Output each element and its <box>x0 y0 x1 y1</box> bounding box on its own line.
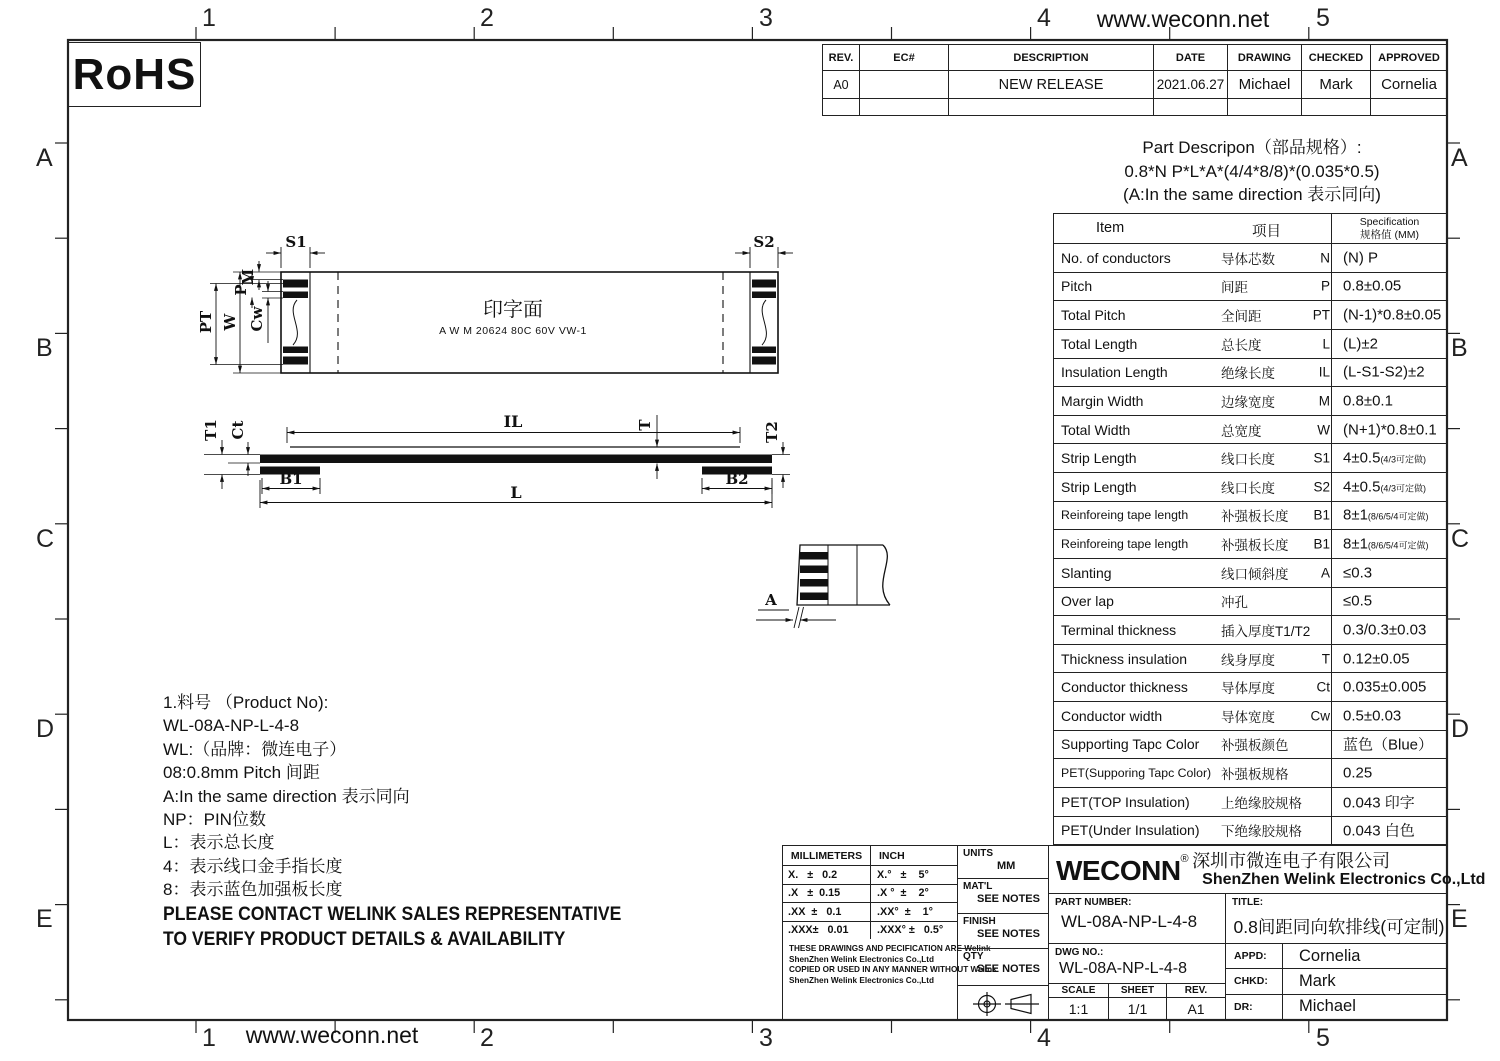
spec-row <box>1054 416 1446 445</box>
border-row-letter-left: E <box>36 905 53 933</box>
note-line: WL:（品牌：微连电子） <box>163 739 347 759</box>
spec-header-spec-line2: 规格值 (MM) <box>1360 228 1419 241</box>
tolerance-mm: .X ± 0.15 <box>783 885 871 903</box>
spec-value <box>1343 392 1393 409</box>
units-cell <box>958 846 1048 879</box>
spec-value <box>1343 820 1415 841</box>
rev-cell-rev: A0 <box>823 71 860 99</box>
spec-item-cn: 补强板规格 <box>1221 767 1289 783</box>
dwg-no-value: WL-08A-NP-L-4-8 <box>1059 960 1188 977</box>
spec-value <box>1343 593 1372 610</box>
spec-item: Supporting Tapc Color <box>1061 736 1200 753</box>
border-row-letter-right: C <box>1451 525 1470 553</box>
spec-item: PET(Under Insulation) <box>1061 822 1200 839</box>
appd-label: APPD: <box>1226 944 1283 968</box>
spec-value <box>1343 450 1426 467</box>
spec-row <box>1054 817 1446 845</box>
spec-value-main: 0.12±0.05 <box>1343 650 1410 668</box>
rev-header-date: DATE <box>1154 45 1228 71</box>
side-view-drawing <box>202 412 790 508</box>
website-top: www.weconn.net <box>1096 6 1270 32</box>
dim-l-label: L <box>510 483 522 502</box>
part-description-line1: Part Descripon（部品规格）: <box>1142 138 1362 157</box>
spec-item: Strip Length <box>1061 478 1137 495</box>
spec-symbol: L <box>1322 336 1330 352</box>
spec-row <box>1054 359 1446 388</box>
note-line: NP：PIN位数 <box>163 810 266 830</box>
spec-symbol: T <box>1321 651 1330 667</box>
note-footer-line: TO VERIFY PRODUCT DETAILS & AVAILABILITY <box>163 928 566 951</box>
rohs-badge: RoHS <box>68 42 201 107</box>
border-row-letter-right: A <box>1451 144 1468 172</box>
spec-value-main: ≤0.5 <box>1343 592 1373 610</box>
spec-value <box>1343 364 1425 381</box>
rev-label: REV. <box>1167 984 1225 998</box>
print-face-text: 印字面 <box>483 299 543 321</box>
dim-m-label: M <box>239 268 257 286</box>
spec-item: Total Pitch <box>1061 307 1126 324</box>
spec-item-cn: 线口长度 <box>1221 452 1275 468</box>
dr-value: Michael <box>1299 997 1356 1016</box>
border-row-letter-left: D <box>36 715 55 743</box>
spec-value-note: (4/3可定做) <box>1380 454 1426 465</box>
spec-row <box>1054 473 1446 502</box>
tolerance-row <box>783 903 957 922</box>
sheet-value: 1/1 <box>1109 998 1167 1019</box>
third-angle-projection-icon <box>965 989 1047 1019</box>
spec-value <box>1343 335 1378 352</box>
part-description <box>1056 136 1448 207</box>
spec-item: Conductor thickness <box>1061 679 1188 696</box>
spec-item-cn: 补强板长度 <box>1221 538 1289 554</box>
spec-row <box>1054 502 1446 531</box>
note-line: L：表示总长度 <box>163 833 275 853</box>
spec-value-main: 0.25 <box>1343 764 1373 782</box>
sheet-label: SHEET <box>1109 984 1167 998</box>
spec-item: Slanting <box>1061 564 1112 581</box>
spec-header-spec-line1: Specification <box>1359 216 1420 228</box>
spec-item: No. of conductors <box>1061 249 1171 266</box>
scale-value: 1:1 <box>1049 998 1109 1019</box>
spec-value <box>1343 536 1428 553</box>
rev-header-drawing: DRAWING <box>1228 45 1302 71</box>
spec-value-main: 4±0.5 <box>1343 449 1381 467</box>
spec-item-cn: 补强板颜色 <box>1221 738 1289 754</box>
spec-symbol: PT <box>1312 307 1330 323</box>
company-block <box>1049 846 1486 1019</box>
spec-table-divider <box>1331 214 1332 844</box>
dwg-no-cell <box>1049 944 1225 984</box>
spec-row <box>1054 673 1446 702</box>
dim-t2-label: T2 <box>763 421 781 443</box>
spec-row <box>1054 559 1446 588</box>
spec-item-cn: 补强板长度 <box>1221 509 1289 525</box>
spec-item: Margin Width <box>1061 392 1144 409</box>
spec-value <box>1343 478 1426 495</box>
spec-item: Insulation Length <box>1061 364 1168 381</box>
finish-label: FINISH <box>963 916 996 927</box>
dim-t1-label: T1 <box>202 419 220 441</box>
spec-value <box>1343 734 1433 755</box>
tolerance-inch: X.° ± 5° <box>877 868 929 881</box>
spec-value <box>1343 791 1415 812</box>
spec-value <box>1343 278 1401 295</box>
finish-value: SEE NOTES <box>977 928 1040 940</box>
scale-label: SCALE <box>1049 984 1109 998</box>
title-label: TITLE: <box>1232 897 1264 908</box>
spec-item: Thickness insulation <box>1061 650 1188 667</box>
spec-row <box>1054 444 1446 473</box>
spec-symbol: S2 <box>1313 479 1330 495</box>
dim-ct-label: Ct <box>229 420 247 440</box>
disclaimer-line: THESE DRAWINGS AND PECIFICATION ARE Welink <box>789 944 991 953</box>
spec-value-main: 8±1 <box>1343 535 1368 553</box>
spec-value <box>1343 421 1437 438</box>
spec-item: Reinforeing tape length <box>1061 537 1189 552</box>
spec-item-cn: 线口长度 <box>1221 480 1275 496</box>
rev-empty-cell <box>1228 99 1302 115</box>
rev-cell-approved: Cornelia <box>1371 71 1447 99</box>
spec-value-note: (8/6/5/4可定做) <box>1367 511 1429 522</box>
spec-header-spec <box>1333 216 1446 241</box>
tolerance-table <box>783 846 958 939</box>
spec-item-cn: 全间距 <box>1221 309 1262 325</box>
spec-row <box>1054 731 1446 760</box>
border-row-letter-right: B <box>1451 334 1468 362</box>
spec-value <box>1343 650 1410 667</box>
spec-symbol: IL <box>1318 364 1330 380</box>
border-column-number-bottom: 5 <box>1316 1024 1330 1052</box>
note-line: 4：表示线口金手指长度 <box>163 856 343 876</box>
company-logo-text: WECONN <box>1056 854 1181 886</box>
spec-row <box>1054 788 1446 817</box>
spec-symbol: N <box>1320 250 1330 266</box>
company-header <box>1049 846 1486 894</box>
border-column-number-top: 2 <box>480 4 494 32</box>
cable-marking-text: A W M 20624 80C 60V VW-1 <box>439 325 587 337</box>
tolerance-inch: .XXX° ± 0.5° <box>877 924 944 937</box>
part-description-line2: 0.8*N P*L*A*(4/4*8/8)*(0.035*0.5) <box>1124 161 1380 181</box>
dim-b1-label: B1 <box>279 470 303 488</box>
part-number-cell <box>1049 894 1226 943</box>
spec-item: Total Width <box>1061 421 1131 438</box>
projection-symbol-cell <box>958 986 1048 1019</box>
border-column-number-bottom: 2 <box>480 1024 494 1052</box>
spec-item-cn: 边缘宽度 <box>1221 394 1275 410</box>
note-line: 08:0.8mm Pitch 间距 <box>163 763 320 783</box>
border-column-number-bottom: 4 <box>1037 1024 1051 1052</box>
spec-value-main: (N-1)*0.8±0.05 <box>1343 306 1442 324</box>
spec-row <box>1054 616 1446 645</box>
dim-s2-label: S2 <box>753 233 775 251</box>
spec-row <box>1054 759 1446 788</box>
tolerance-inch: .X ° ± 2° <box>877 887 929 900</box>
spec-symbol: S1 <box>1313 450 1330 466</box>
note-line: A:In the same direction 表示同向 <box>163 786 410 806</box>
revision-table <box>822 44 1448 116</box>
rev-header-description: DESCRIPTION <box>949 45 1154 71</box>
qty-label: QTY <box>963 951 984 962</box>
matl-cell <box>958 879 1048 914</box>
dwg-no-label: DWG NO.: <box>1055 947 1104 958</box>
disclaimer-line: COPIED OR USED IN ANY MANNER WITHOUT Welink <box>789 965 997 974</box>
units-label: UNITS <box>963 848 993 859</box>
qty-cell <box>958 949 1048 986</box>
spec-row <box>1054 330 1446 359</box>
spec-row <box>1054 588 1446 617</box>
spec-item: Reinforeing tape length <box>1061 508 1189 523</box>
spec-symbol: W <box>1317 422 1330 438</box>
spec-row <box>1054 244 1446 273</box>
spec-row <box>1054 273 1446 302</box>
border-column-number-top: 4 <box>1037 4 1051 32</box>
spec-row <box>1054 530 1446 559</box>
tolerance-row <box>783 866 957 885</box>
border-column-number-top: 3 <box>759 4 773 32</box>
spec-value-main: (L-S1-S2)±2 <box>1343 363 1425 381</box>
spec-row <box>1054 645 1446 674</box>
detail-view-dimensions <box>756 607 836 628</box>
disclaimer-line: ShenZhen Welink Electronics Co.,Ltd <box>789 975 934 985</box>
title-value: 0.8间距同向软排线(可定制) <box>1233 917 1445 937</box>
rev-empty-cell <box>1154 99 1228 115</box>
note-line: 8：表示蓝色加强板长度 <box>163 880 343 900</box>
spec-row <box>1054 702 1446 731</box>
tolerance-mm: X. ± 0.2 <box>783 866 871 884</box>
top-view-drawing <box>197 233 793 373</box>
company-name-en: ShenZhen Welink Electronics Co.,Ltd <box>1202 870 1486 888</box>
spec-table-rows <box>1054 244 1446 844</box>
finish-cell <box>958 914 1048 949</box>
conductor-bars <box>283 280 776 365</box>
qty-value: SEE NOTES <box>977 963 1040 975</box>
spec-header-cn: 项目 <box>1252 224 1281 240</box>
border-column-number-bottom: 3 <box>759 1024 773 1052</box>
spec-value-main: 0.3/0.3±0.03 <box>1343 621 1427 639</box>
spec-symbol: P <box>1320 278 1330 294</box>
tolerance-header-mm: MILLIMETERS <box>783 846 871 865</box>
spec-value <box>1343 307 1441 324</box>
product-notes <box>163 691 622 953</box>
units-value: MM <box>997 860 1016 872</box>
spec-symbol: Cw <box>1310 708 1330 724</box>
part-description-line3: (A:In the same direction 表示同向) <box>1123 185 1381 204</box>
spec-item-cn: 下绝缘胶规格 <box>1221 824 1302 840</box>
tolerance-row <box>783 885 957 904</box>
spec-value <box>1343 507 1428 524</box>
spec-value-main: 0.043 印字 <box>1343 794 1415 812</box>
spec-value <box>1343 707 1401 724</box>
tolerance-mm: .XX ± 0.1 <box>783 903 871 921</box>
spec-item: Over lap <box>1061 593 1114 610</box>
rev-cell-checked: Mark <box>1302 71 1371 99</box>
spec-value-main: (N+1)*0.8±0.1 <box>1343 421 1437 439</box>
part-number-value: WL-08A-NP-L-4-8 <box>1061 912 1198 931</box>
spec-row <box>1054 301 1446 330</box>
rev-header-checked: CHECKED <box>1302 45 1371 71</box>
dim-a-label: A <box>765 591 777 609</box>
spec-symbol: Ct <box>1316 679 1330 695</box>
border-row-letter-left: A <box>36 144 53 172</box>
rev-empty-cell <box>1302 99 1371 115</box>
spec-value-main: 0.8±0.1 <box>1343 392 1393 410</box>
spec-item-cn: 导体宽度 <box>1221 709 1275 725</box>
spec-value <box>1343 621 1426 638</box>
rev-header-rev: REV. <box>823 45 860 71</box>
rev-empty-cell <box>1371 99 1447 115</box>
dim-il-label: IL <box>503 412 523 431</box>
title-cell <box>1226 894 1446 943</box>
spec-value-main: (L)±2 <box>1343 335 1378 353</box>
spec-value-main: 0.8±0.05 <box>1343 277 1402 295</box>
spec-value <box>1343 679 1426 696</box>
spec-item-cn: 上绝缘胶规格 <box>1221 795 1302 811</box>
note-line: WL-08A-NP-L-4-8 <box>163 716 300 736</box>
rev-empty-cell <box>949 99 1154 115</box>
spec-value-main: 蓝色（Blue） <box>1343 736 1434 754</box>
title-block <box>782 845 1486 1020</box>
spec-item-cn: 总长度 <box>1221 337 1262 353</box>
spec-item-cn: 冲孔 <box>1221 595 1248 611</box>
dim-s1-label: S1 <box>285 233 307 251</box>
dim-w-label: W <box>221 313 239 331</box>
spec-value-main: 4±0.5 <box>1343 478 1381 496</box>
tolerance-rows <box>783 866 957 939</box>
rev-cell-ec <box>860 71 949 99</box>
rev-empty-cell <box>823 99 860 115</box>
spec-value <box>1343 765 1372 782</box>
spec-item: Strip Length <box>1061 450 1137 467</box>
spec-item: Pitch <box>1061 278 1093 295</box>
rev-cell-drawing: Michael <box>1228 71 1302 99</box>
border-row-letter-left: C <box>36 525 55 553</box>
spec-item-cn: 插入厚度T1/T2 <box>1221 623 1311 639</box>
spec-item-cn: 绝缘长度 <box>1221 366 1275 382</box>
spec-value-main: (N) P <box>1343 249 1378 267</box>
rev-value: A1 <box>1187 1000 1205 1017</box>
tolerance-mm: .XXX± 0.01 <box>783 922 871 940</box>
spec-value-main: 8±1 <box>1343 506 1368 524</box>
part-number-label: PART NUMBER: <box>1055 897 1132 908</box>
registered-mark: ® <box>1180 852 1189 865</box>
dim-cw-label: Cw <box>248 306 266 332</box>
spec-value-main: 0.5±0.03 <box>1343 707 1402 725</box>
spec-item-cn: 间距 <box>1221 280 1248 296</box>
dr-label: DR: <box>1226 995 1283 1019</box>
dim-p-label: P <box>232 284 250 296</box>
chkd-label: CHKD: <box>1226 969 1283 993</box>
scale-sheet-rev <box>1049 984 1225 1019</box>
note-line: 1.料号 （Product No): <box>163 693 329 712</box>
title-block-middle-column <box>958 846 1049 1021</box>
appd-value: Cornelia <box>1299 946 1361 965</box>
rev-header-ec: EC# <box>860 45 949 71</box>
rev-empty-cell <box>860 99 949 115</box>
company-name-cn: 深圳市微连电子有限公司 <box>1192 850 1391 871</box>
spec-item: Conductor width <box>1061 707 1163 724</box>
note-footer-line: PLEASE CONTACT WELINK SALES REPRESENTATIVE <box>163 902 622 925</box>
spec-header-item: Item <box>1096 220 1125 236</box>
rev-header-approved: APPROVED <box>1371 45 1447 71</box>
dim-b2-label: B2 <box>725 470 749 488</box>
spec-value-note: (4/3可定做) <box>1380 483 1426 494</box>
tolerance-header-inch: INCH <box>879 849 905 862</box>
tolerance-inch: .XX° ± 1° <box>877 905 933 918</box>
dim-pt-label: PT <box>197 310 215 334</box>
rev-cell-date: 2021.06.27 <box>1154 71 1228 99</box>
border-row-letter-right: D <box>1451 715 1470 743</box>
matl-value: SEE NOTES <box>977 893 1040 905</box>
chkd-value: Mark <box>1299 971 1336 990</box>
spec-value-main: ≤0.3 <box>1343 564 1373 582</box>
rev-cell-description: NEW RELEASE <box>949 71 1154 99</box>
spec-table-header <box>1054 214 1446 244</box>
spec-value-note: (8/6/5/4可定做) <box>1367 540 1429 551</box>
dim-t-label: T <box>636 419 654 431</box>
company-logo <box>1056 853 1188 887</box>
spec-item-cn: 导体芯数 <box>1221 251 1275 267</box>
spec-symbol: M <box>1318 393 1330 409</box>
detail-view-drawing <box>756 545 890 628</box>
spec-item-cn: 线口倾斜度 <box>1221 566 1289 582</box>
spec-item-cn: 线身厚度 <box>1221 652 1275 668</box>
disclaimer-line: ShenZhen Welink Electronics Co.,Ltd <box>789 954 934 964</box>
spec-symbol: B1 <box>1313 536 1330 552</box>
spec-value <box>1343 249 1378 266</box>
spec-symbol: B1 <box>1313 507 1330 523</box>
website-bottom: www.weconn.net <box>245 1022 419 1048</box>
spec-item: Terminal thickness <box>1061 621 1177 638</box>
border-row-letter-left: B <box>36 334 53 362</box>
border-column-number-top: 1 <box>202 4 216 32</box>
spec-item-cn: 导体厚度 <box>1221 681 1275 697</box>
spec-item: PET(Supporing Tapc Color) <box>1061 766 1212 781</box>
spec-value-main: 0.043 白色 <box>1343 822 1415 840</box>
border-column-number-bottom: 1 <box>202 1024 216 1052</box>
spec-table <box>1053 213 1447 845</box>
spec-item: PET(TOP Insulation) <box>1061 793 1190 810</box>
matl-label: MAT'L <box>963 881 993 892</box>
spec-item: Total Length <box>1061 335 1138 352</box>
tolerance-row <box>783 922 957 940</box>
border-row-letter-right: E <box>1451 905 1468 933</box>
spec-symbol: A <box>1320 565 1330 581</box>
spec-row <box>1054 387 1446 416</box>
spec-value-main: 0.035±0.005 <box>1343 678 1427 696</box>
spec-value <box>1343 564 1372 581</box>
border-column-number-top: 5 <box>1316 4 1330 32</box>
spec-item-cn: 总宽度 <box>1221 423 1262 439</box>
